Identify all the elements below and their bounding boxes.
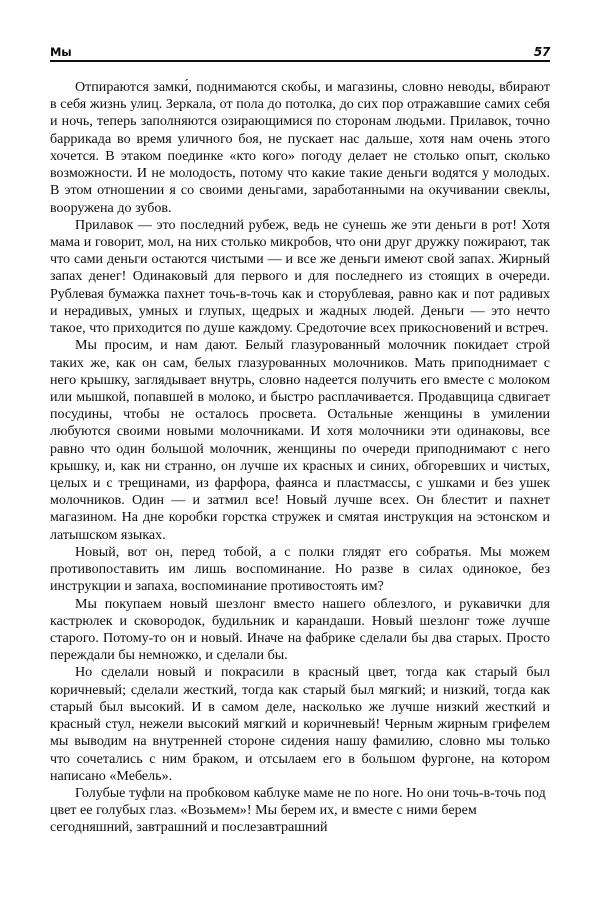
paragraph: Голубые туфли на пробковом каблуке маме не по ноге. Но они точь-в-точь под цвет ее голубых глаз. «Возьмем»! Мы берем их, и вместе с ними берем сегодняшний, завтрашний и послезавтрашний [50,784,546,836]
paragraph: Новый, вот он, перед тобой, а с полки глядят его собратья. Мы можем противопоставить им лишь воспоминание. Но разве в силах одинокое, без инструкции и запаха, воспоминание противостоять им? [50,543,550,595]
paragraph: Отпираются замки́, поднимаются скобы, и магазины, словно неводы, вбирают в себя жизнь улиц. Зеркала, от пола до потолка, до сих пор отражавшие самих себя и ночь, теперь заполняются озирающимися по сторонам людьми. Прилавок, точно баррикада во время уличного боя, не пускает нас дальше, хотя нам очень этого хочется. В этаком поединке «кто кого» погоду делает не столько опыт, сколько возможности. И не молодость, потому что какие такие деньги водятся у молодых. В этом отношении я со своими деньгами, заработанными на окучивании свеклы, вооружена до зубов. [50,79,550,216]
paragraph: Мы покупаем новый шезлонг вместо нашего облезлого, и рукавички для кастрюлек и сковородок, будильник и карандаши. Новый шезлонг тоже лучше старого. Потому-то он и новый. Иначе на фабрике сделали бы два старых. Просто переждали бы немножко, и сделали бы. [50,595,550,664]
page-bottom-margin [0,896,600,915]
page-number: 57 [533,45,550,59]
paragraph: Но сделали новый и покрасили в красный цвет, тогда как старый был коричневый; сделали жесткий, тогда как старый был мягкий; и низкий, тогда как старый был высокий. И в самом деле, насколько же лучше низкий жесткий и красный стул, нежели высокий мягкий и коричневый! Черным жирным грифелем мы выводим на внутренней стороне сидения нашу фамилию, словно мы только что сочетались с ним браком, и отсылаем его в большом фургоне, на котором написано «Мебель». [50,664,550,784]
paragraph: Мы просим, и нам дают. Белый глазурованный молочник покидает строй таких же, как он сам, белых глазурованных молочников. Мать приподнимает с него крышку, заглядывает внутрь, словно надеется получить его вместе с молоком или мышкой, попавшей в молоко, и быстро расплачивается. Продавщица сдвигает посудины, чтобы не осталось просвета. Остальные женщины в умилении любуются своими новыми молочниками. И хотя молочники эти одинаковы, все равно что один большой молочник, женщины по очереди приподнимают с него крышку, и, как ни странно, он лучше их красных и синих, обгоревших и чистых, целых и с трещинами, из фарфора, фаянса и пластмассы, с ушками и без ушек молочников. Один — и затмил все! Новый лучше всех. Он блестит и пахнет магазином. На дне коробки горстка стружек и смятая инструкция на эстонском и латышском языках. [50,337,550,543]
body-text [50,79,550,837]
running-head [50,40,550,62]
running-head-title: Мы [50,45,72,59]
paragraph: Прилавок — это последний рубеж, ведь не сунешь же эти деньги в рот! Хотя мама и говорит, мол, на них столько микробов, что они друг дружку пожирают, так что сами деньги остаются чистыми — и все же деньги имеют свой запах. Жирный запах денег! Одинаковый для первого и для последнего из стоящих в очереди. Рублевая бумажка пахнет точь-в-точь как и сторублевая, равно как и пот радивых и нерадивых, умных и глупых, щедрых и жадных людей. Деньги — это нечто такое, что приходится по душе каждому. Средоточие всех прикосновений и встреч. [50,216,550,337]
